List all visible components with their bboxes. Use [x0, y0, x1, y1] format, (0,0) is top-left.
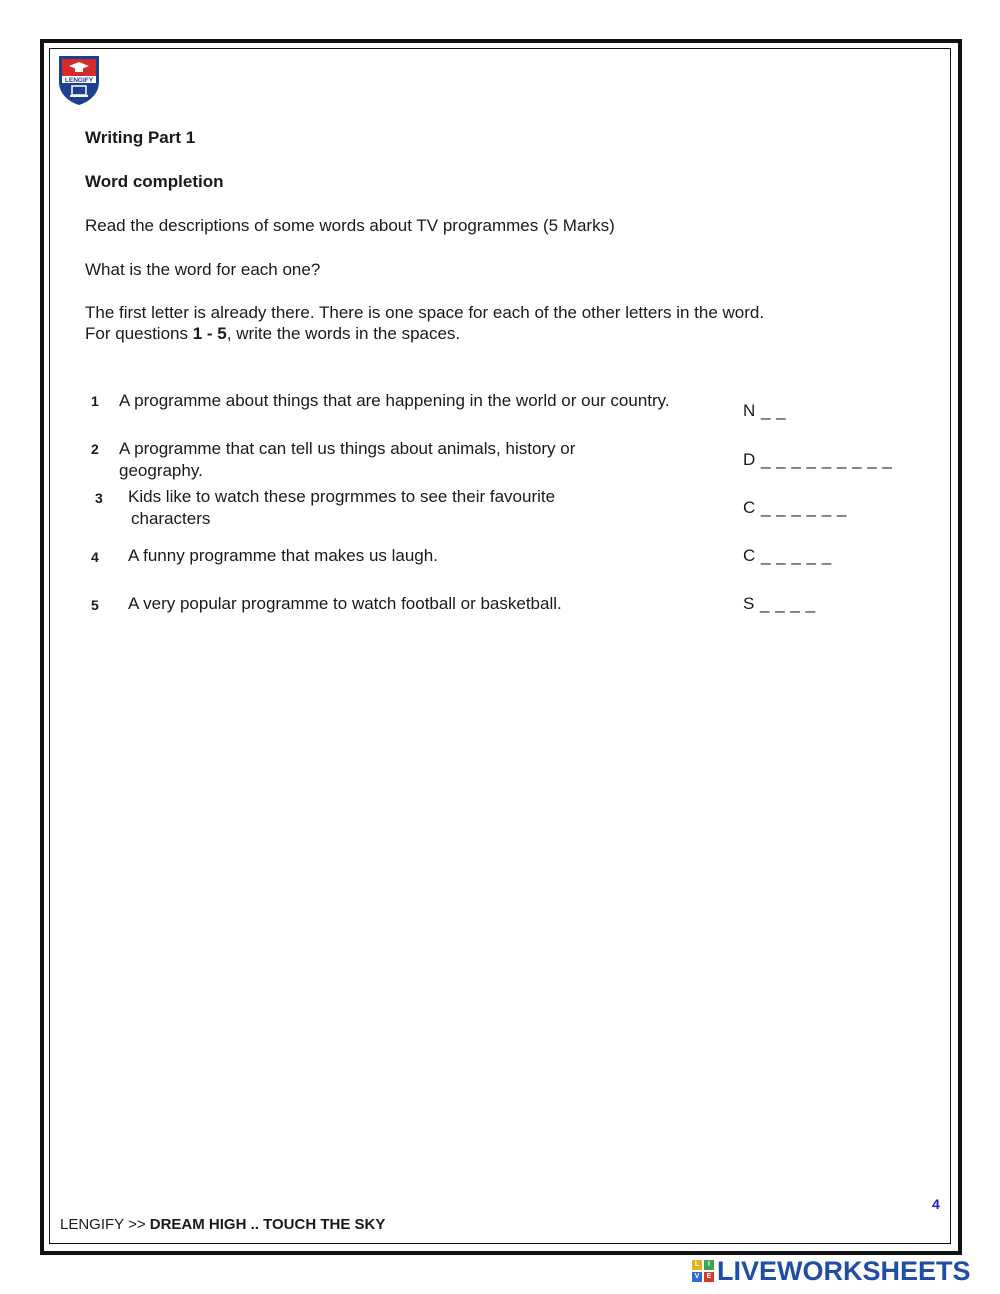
question-text: Kids like to watch these progrmmes to see their favourite — [128, 487, 556, 506]
answer-blanks[interactable]: C _ _ _ _ _ _ — [743, 498, 847, 517]
answer-blanks[interactable]: N _ _ — [743, 401, 787, 420]
question-number: 5 — [91, 597, 99, 613]
section-subheading: Word completion — [85, 172, 224, 191]
instructions-line-4: For questions 1 - 5, write the words in the spaces. — [85, 324, 461, 343]
question-number: 1 — [91, 393, 99, 409]
question-text: A programme that can tell us things about animals, history or geography. — [119, 439, 576, 480]
instructions-line-3: The first letter is already there. There is one space for each of the other letters in the word. — [85, 303, 765, 322]
liveworksheets-logo-icon: L I V E — [692, 1260, 714, 1282]
answer-blanks[interactable]: S _ _ _ _ — [743, 594, 816, 613]
answer-blanks[interactable]: C _ _ _ _ _ — [743, 546, 832, 565]
instructions-line-1: Read the descriptions of some words about TV programmes (5 Marks) — [85, 216, 615, 235]
instructions-line-2: What is the word for each one? — [85, 260, 321, 279]
question-text-continued: characters — [131, 509, 211, 528]
question-number: 4 — [91, 549, 99, 565]
svg-text:LENGIFY: LENGIFY — [64, 77, 94, 84]
question-text: A programme about things that are happening in the world or our country. — [119, 391, 670, 410]
footer: LENGIFY >> DREAM HIGH .. TOUCH THE SKY — [60, 1216, 386, 1233]
liveworksheets-brand[interactable] — [692, 1256, 971, 1286]
question-text: A funny programme that makes us laugh. — [128, 546, 438, 565]
page-number: 4 — [932, 1196, 940, 1212]
lengify-shield-logo — [55, 52, 103, 106]
liveworksheets-wordmark: LIVEWORKSHEETS — [717, 1255, 971, 1286]
question-number: 2 — [91, 441, 99, 457]
section-heading: Writing Part 1 — [85, 128, 196, 147]
question-number: 3 — [95, 490, 103, 506]
question-text: A very popular programme to watch football or basketball. — [128, 594, 562, 613]
answer-blanks[interactable]: D _ _ _ _ _ _ _ _ _ — [743, 450, 893, 469]
